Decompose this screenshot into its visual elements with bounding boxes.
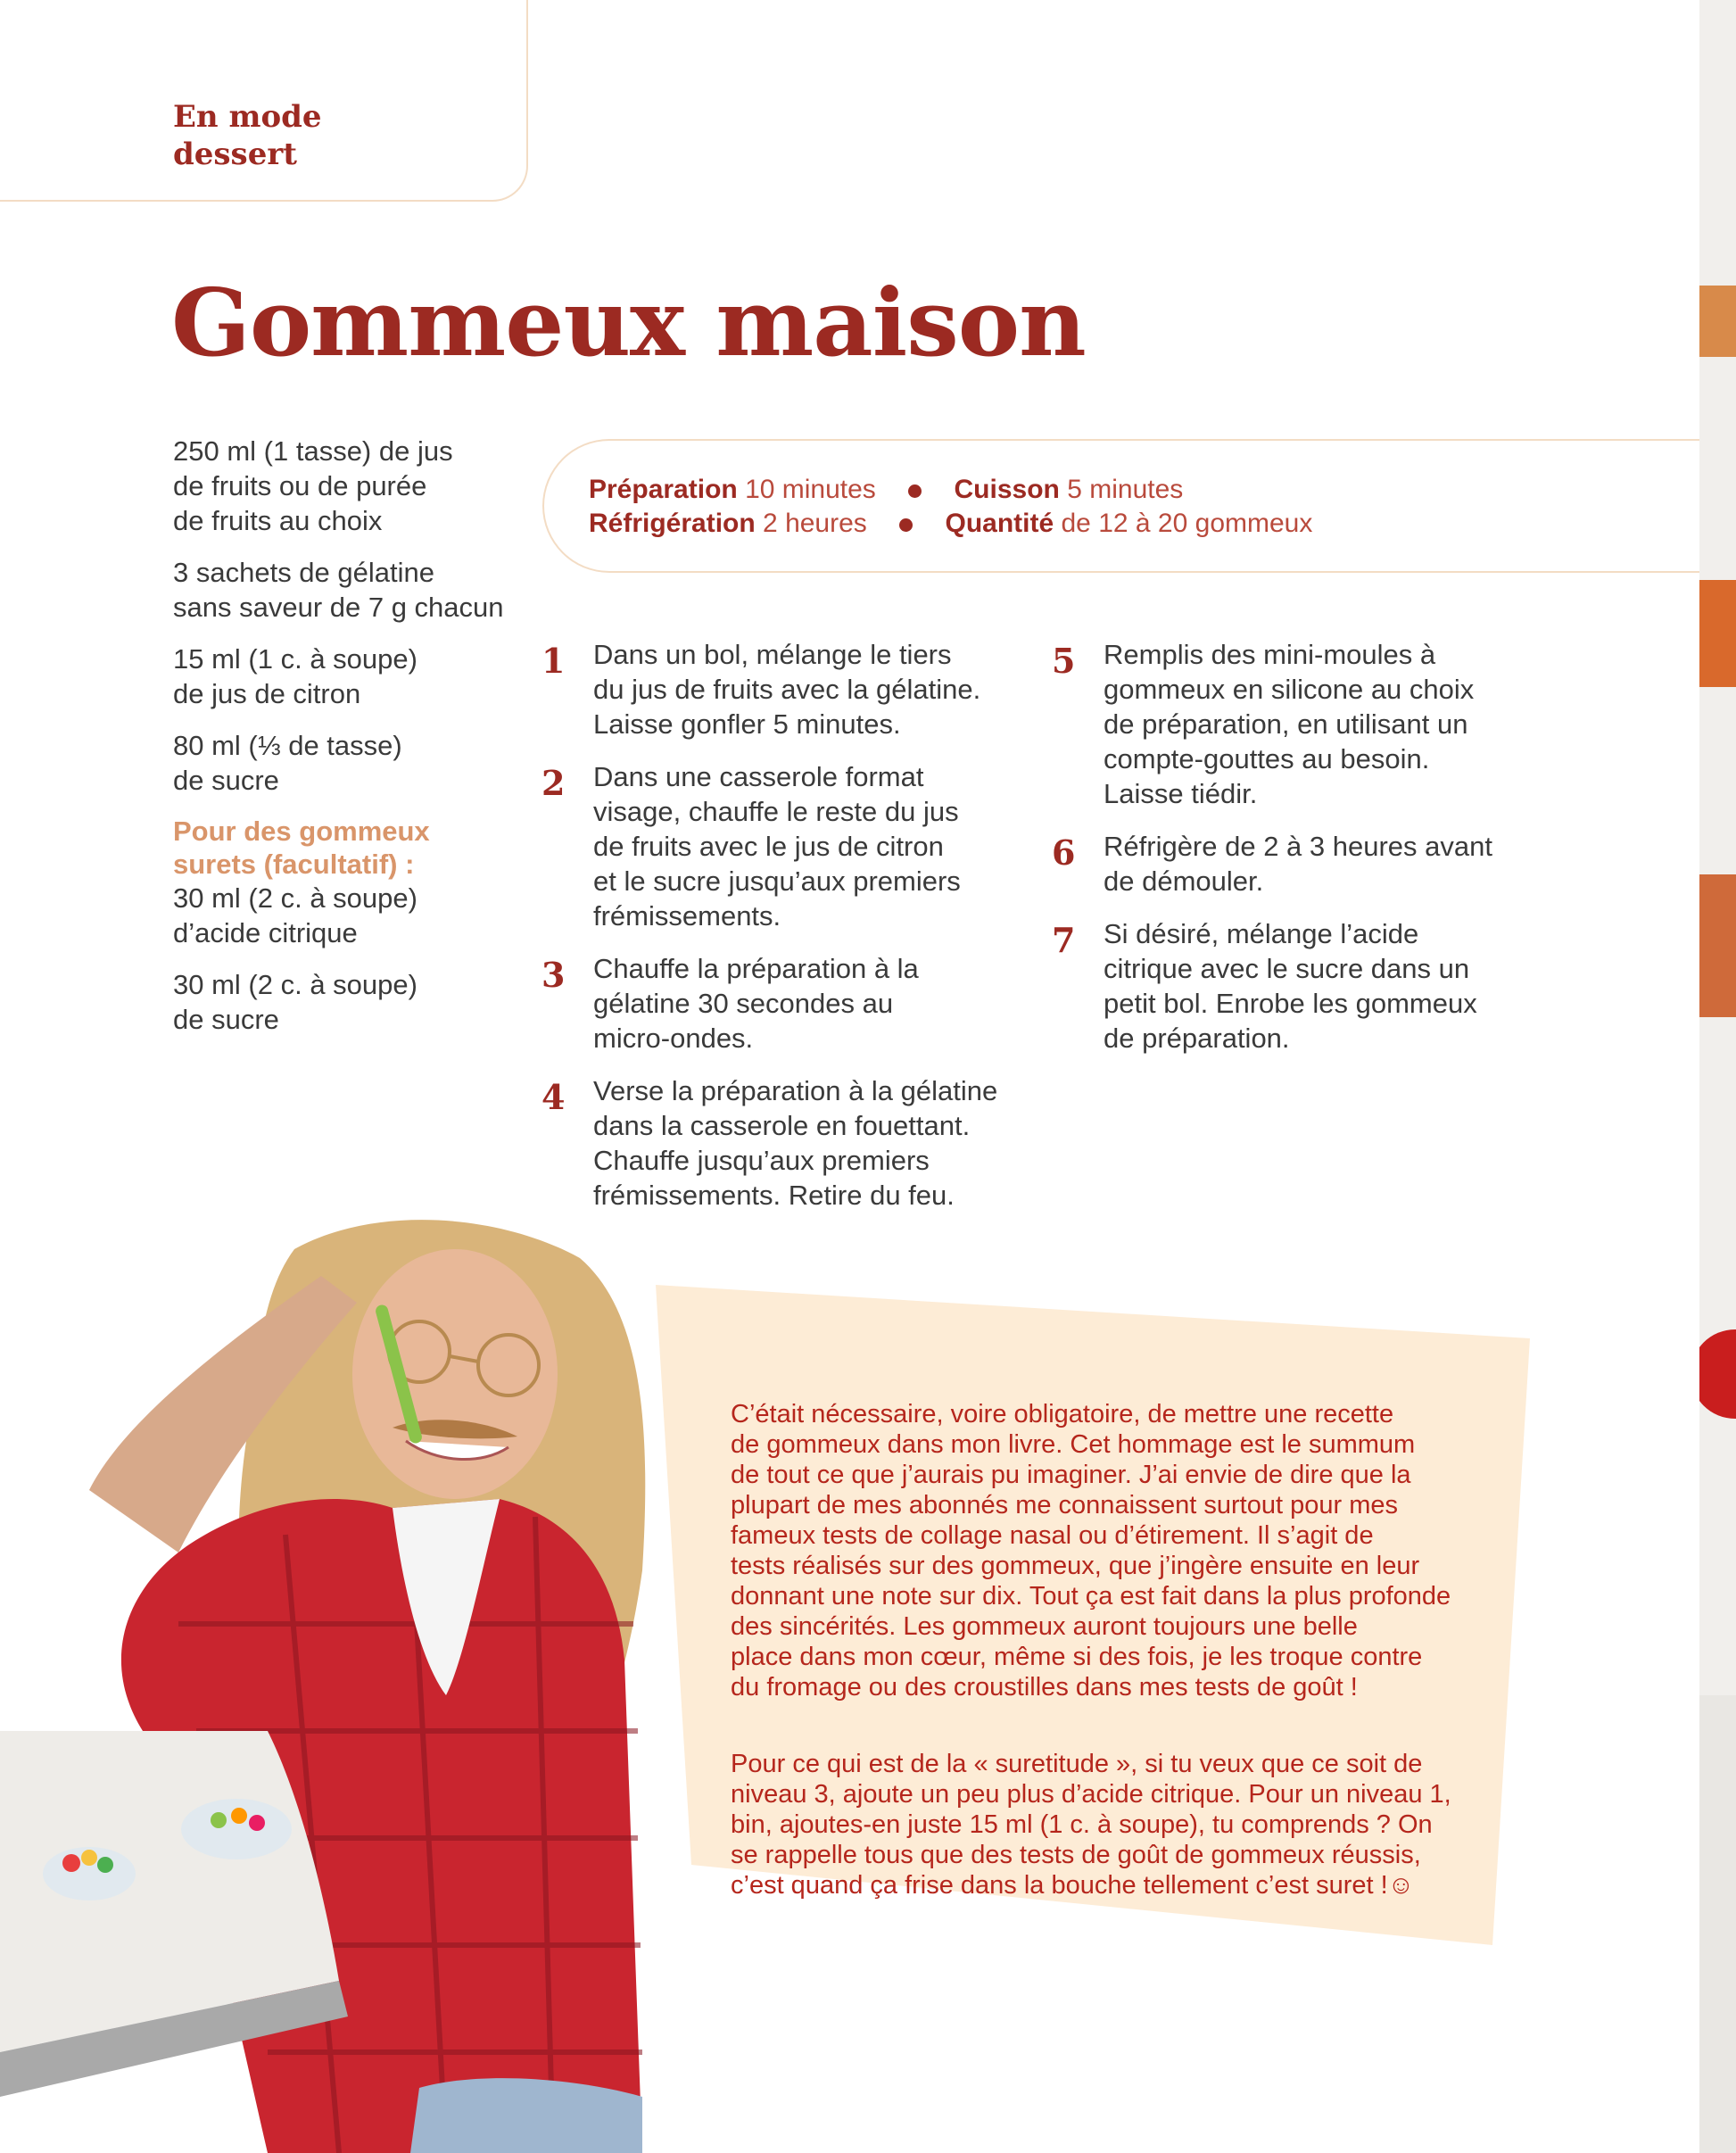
recipe-step [541,637,1023,741]
prep-value: 10 minutes [745,475,876,504]
bullet-dot [899,518,913,532]
recipe-step [1052,916,1533,1056]
adjacent-page-photo [1699,0,1736,2153]
recipe-step [1052,829,1533,898]
recipe-step [541,951,1023,1056]
quantity-value: de 12 à 20 gommeux [1061,509,1313,538]
step-number: 1 [541,641,566,681]
ingredient-item: 250 ml (1 tasse) de jus de fruits ou de purée de fruits au choix [173,435,453,536]
recipe-step [1052,637,1533,811]
note-paragraph: C’était nécessaire, voire obligatoire, de mettre une recette de gommeux dans mon livre. Cet hommage est le summum de tout ce que j’aurais pu imaginer. J’ai envie de dire que la plupart de mes abonnés me connaissent surtout pour mes fameux tests de collage nasal ou d’étirement. Il s’agit de tests réalisés sur des gommeux, que j’ingère ensuite en leur donnant une note sur dix. Tout ça est fait dans la plus profonde des sincérités. Les gommeux auront toujours une belle place dans mon cœur, même si des fois, je les troque contre du fromage ou des croustilles dans mes tests de goût ! [731,1400,1451,1702]
sour-ingredients-heading: Pour des gommeux surets (facultatif) : [173,816,430,880]
page-title: Gommeux maison [171,268,1086,377]
ingredient-item: 30 ml (2 c. à soupe) d’acide citrique [173,882,417,948]
recipe-step [541,759,1023,933]
steps-column-2 [1052,637,1533,1073]
info-line-2 [589,509,1312,539]
info-line-1 [589,475,1183,505]
step-text: Si désiré, mélange l’acide citrique avec le sucre dans un petit bol. Enrobe les gommeux de préparation. [1104,918,1477,1054]
section-label: En mode dessert [173,99,322,172]
note-paragraph: Pour ce qui est de la « suretitude », si tu veux que ce soit de niveau 3, ajoute un peu plus d’acide citrique. Pour un niveau 1, bin, ajoutes-en juste 15 ml (1 c. à soupe), tu comprends ? On se rappelle tous que des tests de goût de gommeux réussis, c’est quand ça frise dans la bouche tellement c’est suret !☺ [731,1750,1451,1900]
step-text: Réfrigère de 2 à 3 heures avant de démouler. [1104,831,1492,897]
chill-value: 2 heures [763,509,867,538]
ingredient-item: 80 ml (⅓ de tasse) de sucre [173,730,402,796]
step-number: 7 [1052,920,1076,960]
step-number: 3 [541,955,566,995]
cook-label: Cuisson [954,475,1060,504]
ingredient-item: 15 ml (1 c. à soupe) de jus de citron [173,643,417,709]
step-text: Dans une casserole format visage, chauffe le reste du jus de fruits avec le jus de citron et le sucre jusqu’aux premiers frémissements. [593,761,961,932]
cook-value: 5 minutes [1067,475,1184,504]
step-number: 4 [541,1077,566,1117]
prep-label: Préparation [589,475,738,504]
quantity-label: Quantité [945,509,1054,538]
recipe-info-box [542,439,1736,573]
recipe-step [541,1073,1023,1213]
steps-column-1 [541,637,1023,1230]
bullet-dot [908,484,922,498]
ingredient-item: 3 sachets de gélatine sans saveur de 7 g chacun [173,557,504,623]
chill-label: Réfrigération [589,509,756,538]
step-text: Chauffe la préparation à la gélatine 30 secondes au micro-ondes. [593,953,919,1054]
step-number: 5 [1052,641,1076,681]
ingredient-item: 30 ml (2 c. à soupe) de sucre [173,969,417,1035]
step-text: Verse la préparation à la gélatine dans la casserole en fouettant. Chauffe jusqu’aux premiers frémissements. Retire du feu. [593,1075,998,1211]
ingredient-list [173,434,512,1054]
step-text: Dans un bol, mélange le tiers du jus de fruits avec la gélatine. Laisse gonfler 5 minutes. [593,639,981,740]
step-number: 6 [1052,832,1076,873]
step-text: Remplis des mini-moules à gommeux en silicone au choix de préparation, en utilisant un compte-gouttes au besoin. Laisse tiédir. [1104,639,1475,809]
step-number: 2 [541,763,566,803]
author-note [731,1369,1480,1947]
